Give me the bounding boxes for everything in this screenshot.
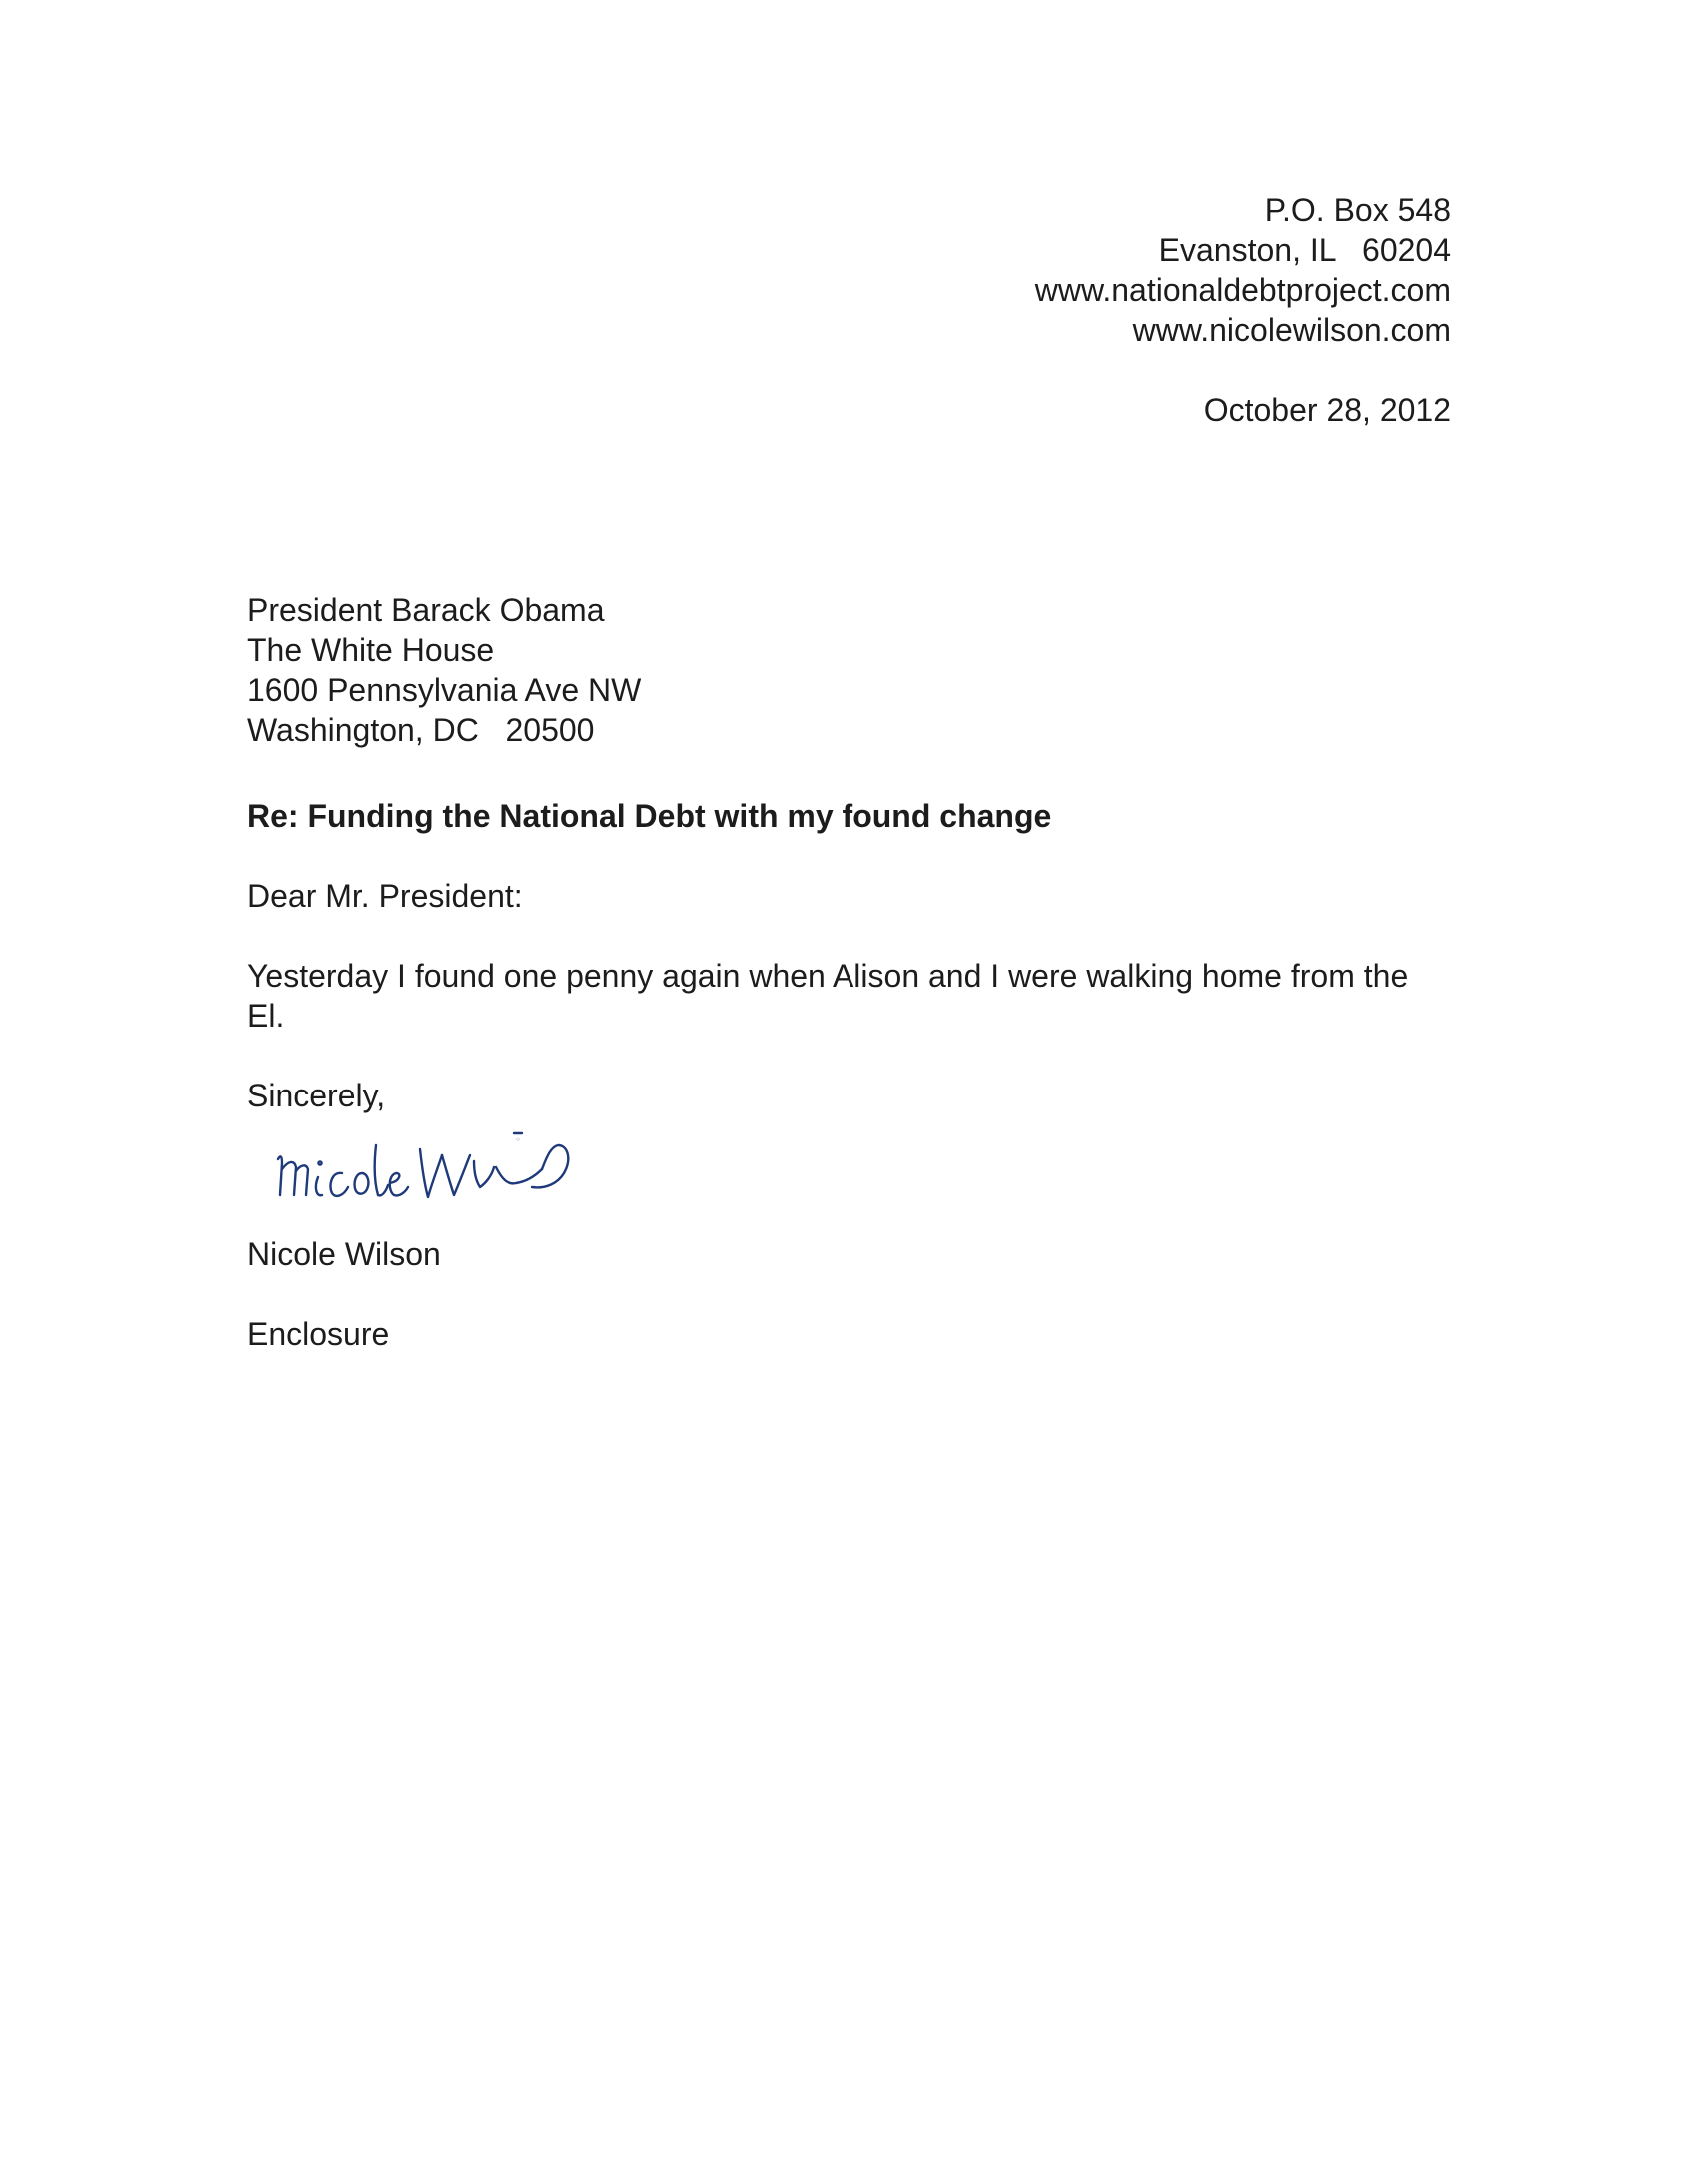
sender-website-2: www.nicolewilson.com xyxy=(1132,312,1451,348)
recipient-address xyxy=(247,590,641,750)
sender-po-box: P.O. Box 548 xyxy=(1264,192,1451,228)
sender-city-state-zip: Evanston, IL 60204 xyxy=(1158,232,1451,268)
salutation: Dear Mr. President: xyxy=(247,878,523,914)
signer-name: Nicole Wilson xyxy=(247,1236,441,1272)
recipient-line-4: Washington, DC 20500 xyxy=(247,712,595,748)
sender-address xyxy=(1035,190,1451,350)
enclosure-note: Enclosure xyxy=(247,1316,390,1352)
subject-line: Re: Funding the National Debt with my found change xyxy=(247,798,1052,834)
recipient-name: President Barack Obama xyxy=(247,592,605,628)
letter-date: October 28, 2012 xyxy=(1203,392,1451,428)
recipient-line-2: The White House xyxy=(247,632,495,668)
closing: Sincerely, xyxy=(247,1078,386,1113)
handwritten-signature xyxy=(270,1111,630,1211)
letter-body: Yesterday I found one penny again when Alison and I were walking home from the El. xyxy=(247,958,1409,1034)
sender-website-1: www.nationaldebtproject.com xyxy=(1034,272,1451,308)
recipient-line-3: 1600 Pennsylvania Ave NW xyxy=(247,672,642,708)
